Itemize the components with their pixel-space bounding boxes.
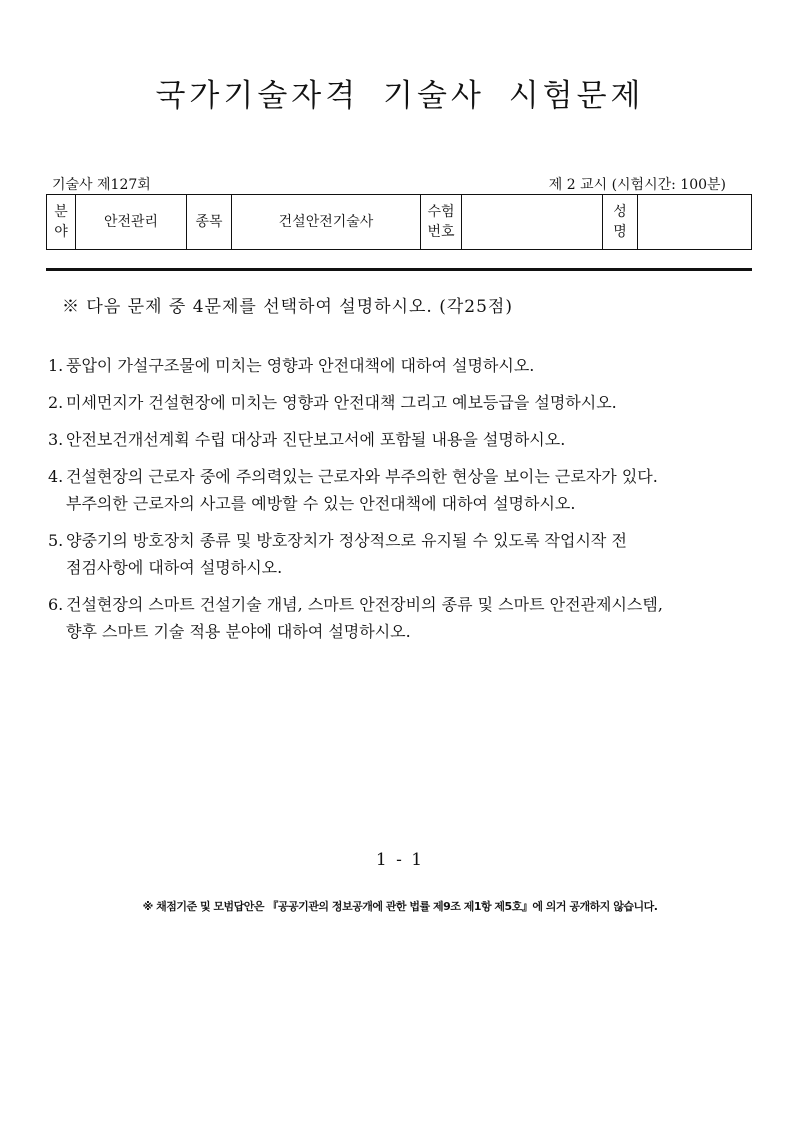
question-number: 6. xyxy=(48,595,64,614)
question-list xyxy=(48,352,768,655)
question-item xyxy=(48,389,768,416)
question-item xyxy=(48,426,768,453)
question-item xyxy=(48,591,768,645)
page-number: 1 - 1 xyxy=(375,850,425,870)
question-text: 미세먼지가 건설현장에 미치는 영향과 안전대책 그리고 예보등급을 설명하시오. xyxy=(66,393,617,412)
question-item xyxy=(48,527,768,581)
name-label: 성 명 xyxy=(603,195,638,250)
category-label: 종목 xyxy=(187,195,232,250)
question-item xyxy=(48,463,768,517)
question-number: 4. xyxy=(48,467,64,486)
category-value: 건설안전기술사 xyxy=(232,195,421,250)
question-text: 안전보건개선계획 수립 대상과 진단보고서에 포함될 내용을 설명하시오. xyxy=(66,430,566,449)
question-text: 풍압이 가설구조물에 미치는 영향과 안전대책에 대하여 설명하시오. xyxy=(66,356,535,375)
question-text: 건설현장의 스마트 건설기술 개념, 스마트 안전장비의 종류 및 스마트 안전관제시스템, 향후 스마트 기술 적용 분야에 대하여 설명하시오. xyxy=(66,595,663,641)
name-field[interactable] xyxy=(638,195,752,250)
exam-header-table xyxy=(46,194,752,250)
exam-session: 제 2 교시 (시험시간: 100분) xyxy=(548,177,726,193)
question-text: 건설현장의 근로자 중에 주의력있는 근로자와 부주의한 현상을 보이는 근로자가 있다. 부주의한 근로자의 사고를 예방할 수 있는 안전대책에 대하여 설명하시오. xyxy=(66,467,658,513)
field-label: 분 야 xyxy=(47,195,76,250)
exam-number-label: 수험 번호 xyxy=(421,195,462,250)
question-item xyxy=(48,352,768,379)
divider xyxy=(46,268,752,271)
question-number: 3. xyxy=(48,430,64,449)
exam-round: 기술사 제127회 xyxy=(52,177,151,193)
footer-note: ※ 채점기준 및 모범답안은 『공공기관의 정보공개에 관한 법률 제9조 제1항 제5호』에 의거 공개하지 않습니다. xyxy=(142,900,658,913)
question-text: 양중기의 방호장치 종류 및 방호장치가 정상적으로 유지될 수 있도록 작업시작 전 점검사항에 대하여 설명하시오. xyxy=(66,531,627,577)
question-number: 5. xyxy=(48,531,64,550)
question-number: 2. xyxy=(48,393,64,412)
question-number: 1. xyxy=(48,356,64,375)
field-value: 안전관리 xyxy=(76,195,187,250)
instruction: ※ 다음 문제 중 4문제를 선택하여 설명하시오. (각25점) xyxy=(62,297,513,317)
page-title: 국가기술자격 기술사 시험문제 xyxy=(155,78,645,114)
exam-number-field[interactable] xyxy=(462,195,603,250)
